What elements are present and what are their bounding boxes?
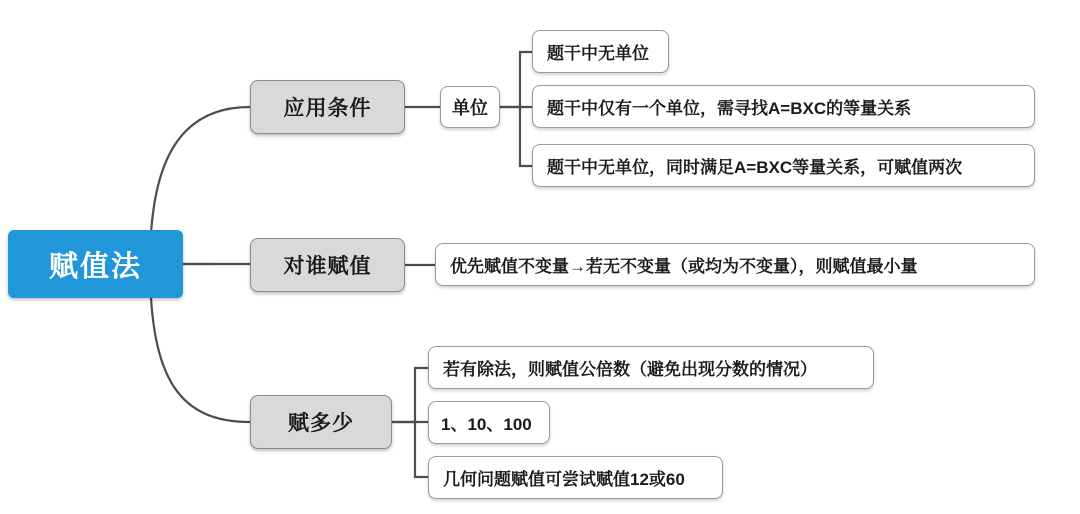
leaf-label: 1、10、100 bbox=[441, 415, 532, 434]
leaf-node-3-2[interactable] bbox=[428, 401, 550, 444]
branch-label: 赋多少 bbox=[288, 412, 354, 435]
leaf-node-1-3[interactable] bbox=[532, 144, 1035, 187]
edge-branch3-to-leaf-1 bbox=[392, 368, 428, 422]
leaf-label: 优先赋值不变量→若无不变量（或均为不变量），则赋值最小量 bbox=[450, 257, 918, 276]
leaf-node-3-1[interactable] bbox=[428, 346, 874, 389]
branch-node-application-conditions[interactable] bbox=[250, 80, 405, 134]
leaf-label: 若有除法，则赋值公倍数（避免出现分数的情况） bbox=[443, 360, 817, 379]
branch-node-whom-to-assign[interactable] bbox=[250, 238, 405, 292]
leaf-label: 题干中无单位，同时满足A=BXC等量关系，可赋值两次 bbox=[547, 158, 963, 177]
leaf-node-1-1[interactable] bbox=[532, 30, 669, 73]
leaf-node-3-3[interactable] bbox=[428, 456, 723, 499]
edge-unit-to-leaf-1 bbox=[500, 52, 532, 107]
leaf-node-1-2[interactable] bbox=[532, 85, 1035, 128]
branch-label: 对谁赋值 bbox=[283, 255, 372, 278]
root-node[interactable] bbox=[8, 230, 183, 298]
sub-node-label: 单位 bbox=[452, 98, 488, 118]
edge-branch3-to-leaf-3 bbox=[415, 422, 428, 477]
edge-unit-to-leaf-3 bbox=[520, 107, 532, 166]
branch-label: 应用条件 bbox=[283, 97, 372, 120]
leaf-label: 题干中无单位 bbox=[547, 44, 649, 63]
leaf-label: 几何问题赋值可尝试赋值12或60 bbox=[443, 470, 685, 489]
branch-node-how-much[interactable] bbox=[250, 395, 392, 449]
sub-node-unit[interactable] bbox=[440, 86, 500, 128]
root-label: 赋值法 bbox=[48, 250, 142, 283]
leaf-label: 题干中仅有一个单位，需寻找A=BXC的等量关系 bbox=[547, 99, 912, 118]
leaf-node-2-1[interactable] bbox=[435, 243, 1035, 286]
